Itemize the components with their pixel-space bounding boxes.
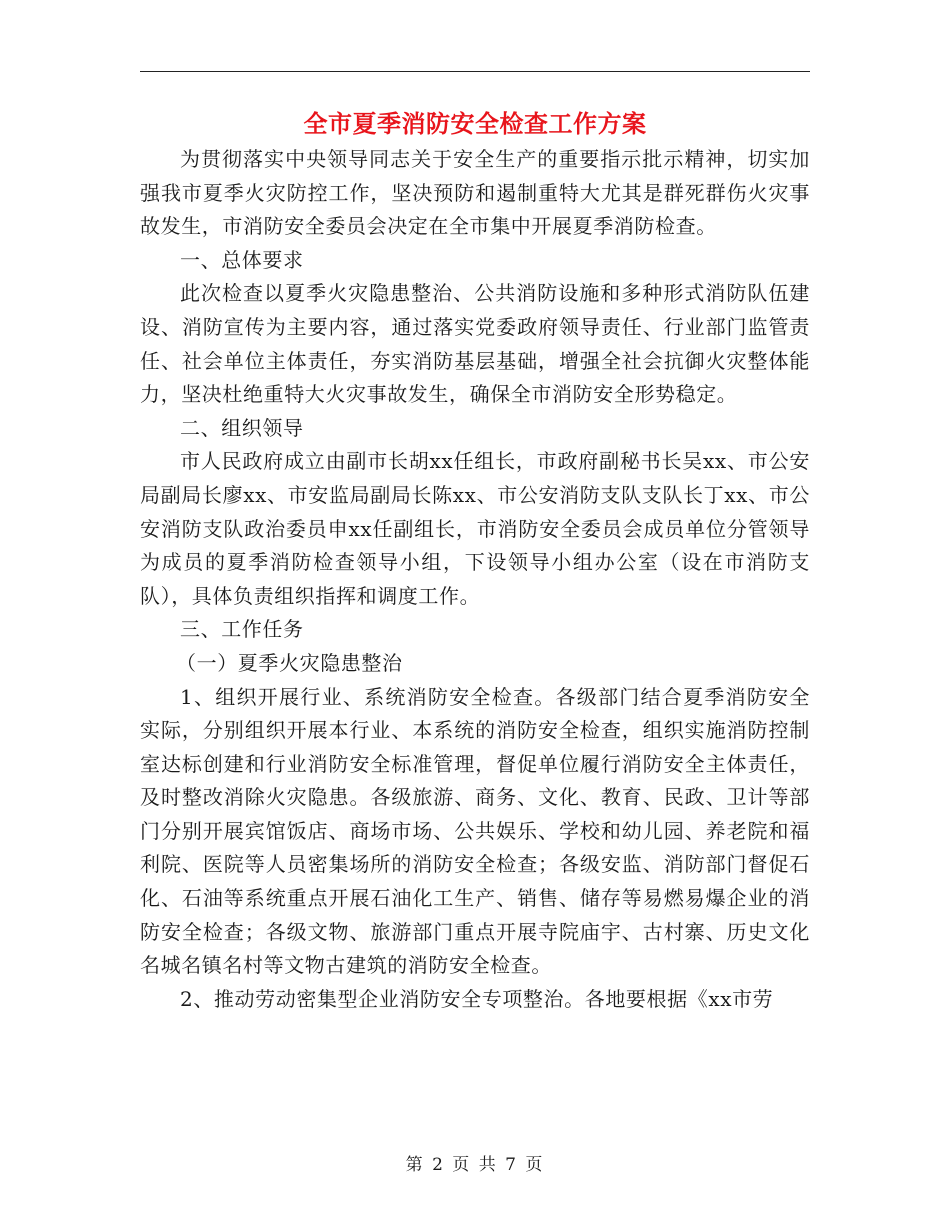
organization-paragraph: 市人民政府成立由副市长胡xx任组长，市政府副秘书长吴xx、市公安局副局长廖xx、市安监局副局长陈xx、市公安消防支队支队长丁xx、市公安消防支队政治委员申xx任副组长，市消防安全委员会成员单位分管领导为成员的夏季消防检查领导小组，下设领导小组办公室（设在市消防支队），具体负责组织指挥和调度工作。 [140,449,810,608]
page-number-footer: 第 2 页 共 7 页 [405,1155,545,1175]
intro-paragraph: 为贯彻落实中央领导同志关于安全生产的重要指示批示精神，切实加强我市夏季火灾防控工作，坚决预防和遏制重特大尤其是群死群伤火灾事故发生，市消防安全委员会决定在全市集中开展夏季消防检查。 [140,147,810,239]
document-body [140,143,810,1016]
task-item-1-paragraph: 1、组织开展行业、系统消防安全检查。各级部门结合夏季消防安全实际，分别组织开展本行业、本系统的消防安全检查，组织实施消防控制室达标创建和行业消防安全标准管理，督促单位履行消防安全主体责任，及时整改消除火灾隐患。各级旅游、商务、文化、教育、民政、卫计等部门分别开展宾馆饭店、商场市场、公共娱乐、学校和幼儿园、养老院和福利院、医院等人员密集场所的消防安全检查；各级安监、消防部门督促石化、石油等系统重点开展石油化工生产、销售、储存等易燃易爆企业的消防安全检查；各级文物、旅游部门重点开展寺院庙宇、古村寨、历史文化名城名镇名村等文物古建筑的消防安全检查。 [140,684,810,978]
section-heading-organization: 二、组织领导 [180,415,304,440]
section-heading-tasks: 三、工作任务 [180,617,304,642]
section-heading-general-requirements: 一、总体要求 [180,247,304,272]
task-item-2-paragraph: 2、推动劳动密集型企业消防安全专项整治。各地要根据《xx市劳 [180,986,774,1011]
general-requirements-paragraph: 此次检查以夏季火灾隐患整治、公共消防设施和多种形式消防队伍建设、消防宣传为主要内容，通过落实党委政府领导责任、行业部门监管责任、社会单位主体责任，夯实消防基层基础，增强全社会抗御火灾整体能力，坚决杜绝重特大火灾事故发生，确保全市消防安全形势稳定。 [140,281,810,407]
header-rule [140,71,810,72]
subsection-heading-hazard-rectification: （一）夏季火灾隐患整治 [176,650,403,675]
document-title: 全市夏季消防安全检查工作方案 [303,109,647,138]
